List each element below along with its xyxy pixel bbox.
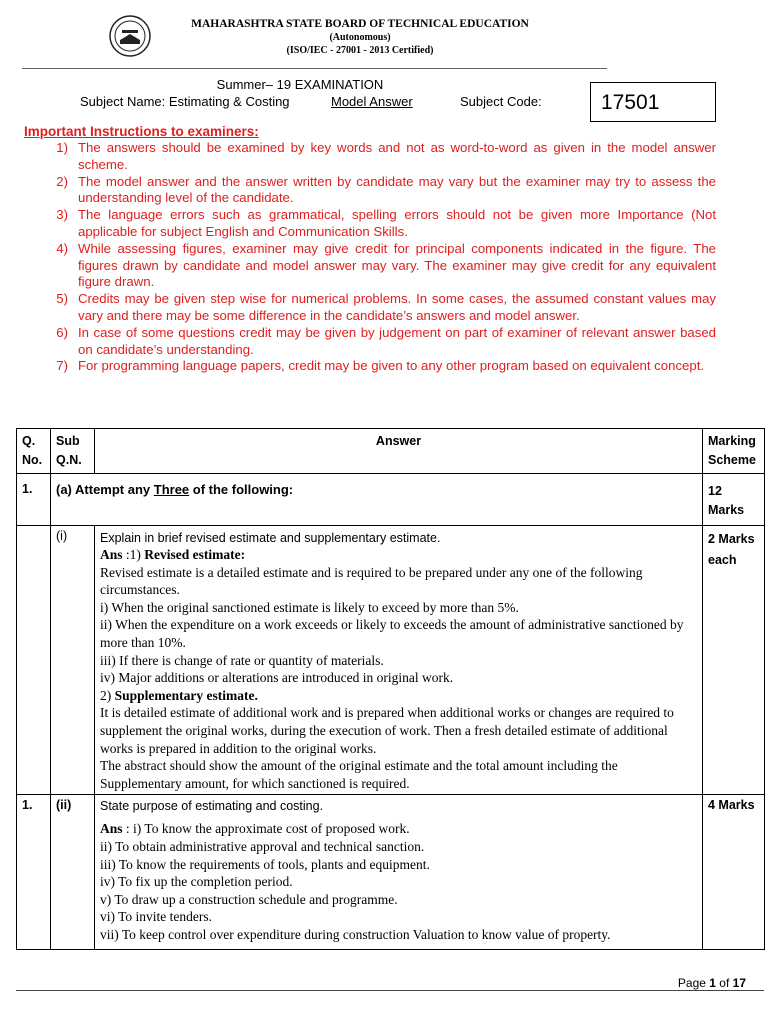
table-row [17, 474, 765, 526]
answer-line: i) When the original sanctioned estimate is likely to exceed by more than 5%. [100, 599, 519, 615]
header-marking-scheme: Marking Scheme [703, 429, 765, 474]
answer-line: iv) Major additions or alterations are introduced in original work. [100, 670, 454, 686]
answer-table [16, 428, 765, 950]
question-text: Explain in brief revised estimate and supplementary estimate. [100, 531, 441, 545]
question-text: State purpose of estimating and costing. [100, 799, 324, 814]
instruction-item: 7) For programming language papers, credit may be given to any other program based on equivalent concept. [56, 358, 705, 374]
header-q-no: Q. No. [17, 429, 51, 474]
answer-line: ii) To obtain administrative approval and technical sanction. [100, 838, 425, 854]
subject-code-box: 17501 [590, 82, 716, 122]
exam-title: Summer– 19 EXAMINATION [216, 77, 384, 92]
answer-line: vi) To invite tenders. [100, 909, 213, 925]
answer-line: It is detailed estimate of additional work and is prepared when additional works or changes are required to supplement the original works, during the execution of work. Then a fresh detailed estimate of additional works is prepared in addition to the original works. [100, 705, 674, 756]
instruction-item: 1) The answers should be examined by key words and not as word-to-word as given in the model answer scheme. [56, 140, 716, 172]
page-footer: Page 1 of 17 [677, 976, 746, 990]
instruction-item: 6) In case of some questions credit may be given by judgement on part of examiner of relevant answer based on candidate’s understanding. [56, 324, 716, 357]
answer-line: ii) When the expenditure on a work exceeds or likely to exceeds the amount of administrative sanctioned by more than 10%. [100, 617, 684, 650]
answer-cell [95, 795, 703, 950]
row-q-no: 1. [17, 474, 51, 526]
answer-line: v) To draw up a construction schedule and programme. [100, 891, 398, 907]
subject-code-label: Subject Code: [460, 94, 542, 109]
row-marks: 12 Marks [703, 474, 765, 526]
answer-line: vii) To keep control over expenditure during construction Valuation to know value of property. [100, 926, 611, 942]
table-header-row [17, 429, 765, 474]
answer-line: iii) To know the requirements of tools, plants and equipment. [100, 856, 430, 872]
row-marks: 4 Marks [703, 795, 765, 950]
row-sub-qn: (ii) [51, 795, 95, 950]
model-answer-label: Model Answer [331, 94, 413, 109]
row-q-no: 1. [17, 795, 51, 950]
board-status: (Autonomous) [329, 32, 391, 43]
answer-intro: Ans : i) To know the approximate cost of proposed work. [100, 821, 410, 837]
header-sub-qn: Sub Q.N. [51, 429, 95, 474]
table-row [17, 526, 765, 795]
header-divider [22, 68, 607, 69]
board-header [150, 18, 570, 57]
answer-line: Revised estimate is a detailed estimate and is required to be prepared under any one of the following circumstances. [100, 564, 643, 598]
row-marks: 2 Marks each [703, 526, 765, 795]
answer-cell [95, 526, 703, 795]
instructions-list [24, 140, 716, 375]
answer-line: The abstract should show the amount of the original estimate and the total amount including the Supplementary amount, for which sanctioned is required. [100, 758, 618, 791]
answer-intro: Ans :1) Revised estimate: [100, 547, 246, 562]
header-answer: Answer [95, 429, 703, 474]
answer-line: iv) To fix up the completion period. [100, 874, 293, 890]
board-name: MAHARASHTRA STATE BOARD OF TECHNICAL EDUCATION [191, 18, 529, 30]
subject-name: Subject Name: Estimating & Costing [80, 94, 290, 109]
instruction-item: 2) The model answer and the answer written by candidate may vary but the examiner may try to assess the understanding level of the candidate. [56, 173, 716, 206]
instruction-item: 5) Credits may be given step wise for numerical problems. In some cases, the assumed constant values may vary and there may be some difference in the candidate’s answers and model answer. [56, 291, 716, 323]
instruction-item: 3) The language errors such as grammatical, spelling errors should not be given more Importance (Not applicable for subject English and Communication Skills. [56, 207, 716, 239]
board-certification: (ISO/IEC - 27001 - 2013 Certified) [286, 45, 434, 56]
answer-line: iii) If there is change of rate or quantity of materials. [100, 652, 384, 668]
attempt-instruction: (a) Attempt any Three of the following: [51, 474, 703, 526]
table-row [17, 795, 765, 950]
row-sub-qn: (i) [51, 526, 95, 795]
footer-divider [16, 990, 764, 991]
msbte-logo-icon [108, 14, 152, 58]
instruction-item: 4) While assessing figures, examiner may give credit for principal components indicated in the figure. The figures drawn by candidate and model answer may vary. The examiner may give credit for any equivalent figure drawn. [56, 240, 716, 290]
instructions-heading: Important Instructions to examiners: [24, 124, 259, 139]
supplementary-heading: 2) Supplementary estimate. [100, 687, 258, 703]
